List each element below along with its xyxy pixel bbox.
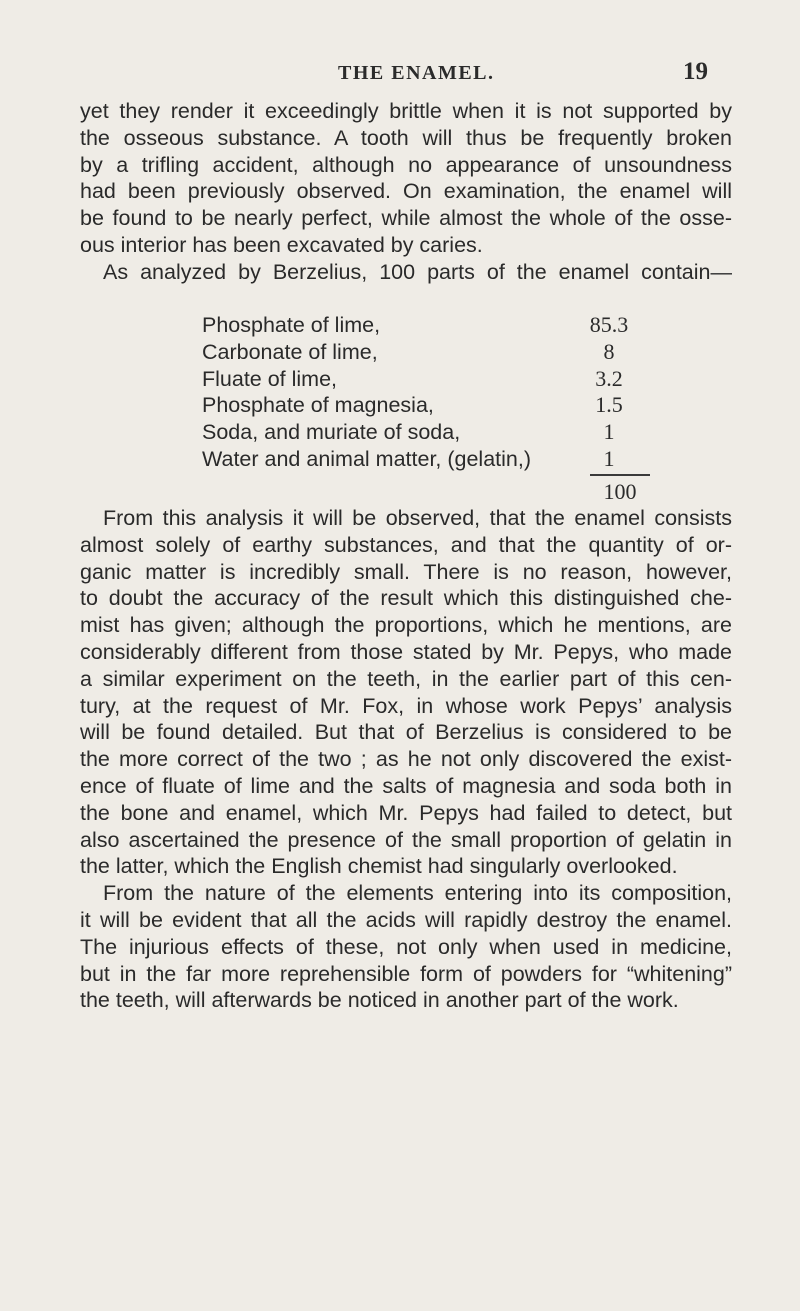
table-row-value: 1 bbox=[603, 419, 615, 445]
analysis-table bbox=[202, 312, 642, 473]
table-row-label: Water and animal matter, (gelatin,) bbox=[202, 446, 532, 471]
table-row-value: 8 bbox=[603, 338, 615, 364]
text-line: As analyzed by Berzelius, 100 parts of the enamel contain— bbox=[103, 259, 732, 284]
table-row-value: 85.3 bbox=[589, 312, 629, 337]
table-total: 100 bbox=[603, 479, 637, 504]
table-row-value: 1.5 bbox=[595, 392, 623, 418]
table-row-label: Soda, and muriate of soda, bbox=[202, 420, 461, 445]
text-line: From the nature of the elements entering into its composition, bbox=[103, 881, 732, 906]
text-line: also ascertained the presence of the small proportion of gelatin in bbox=[80, 827, 732, 852]
text-line: From this analysis it will be observed, that the enamel consists bbox=[103, 506, 732, 530]
text-line: the osseous substance. A tooth will thus be frequently broken bbox=[80, 125, 732, 150]
text-line: ence of fluate of lime and the salts of magnesia and soda both in bbox=[80, 773, 732, 798]
body-text-bottom bbox=[80, 505, 732, 1014]
text-line: ganic matter is incredibly small. There is no reason, however, bbox=[80, 559, 732, 584]
table-row bbox=[202, 366, 642, 393]
page-header bbox=[0, 58, 800, 98]
text-line: to doubt the accuracy of the result which this distinguished che- bbox=[80, 586, 732, 611]
text-line: will be found detailed. But that of Berzelius is considered to be bbox=[80, 720, 732, 745]
text-line: a similar experiment on the teeth, in the earlier part of this cen- bbox=[80, 666, 732, 691]
text-line: considerably different from those stated by Mr. Pepys, who made bbox=[80, 639, 732, 664]
table-row-label: Phosphate of lime, bbox=[202, 313, 381, 337]
text-line: The injurious effects of these, not only when used in medicine, bbox=[80, 934, 732, 959]
sum-rule bbox=[590, 474, 650, 476]
text-line: the teeth, will afterwards be noticed in another part of the work. bbox=[80, 988, 679, 1013]
text-line: but in the far more reprehensible form of powders for “whitening” bbox=[80, 961, 732, 986]
text-line: tury, at the request of Mr. Fox, in whose work Pepys’ analysis bbox=[80, 693, 732, 718]
page-number: 19 bbox=[683, 58, 708, 85]
table-row bbox=[202, 392, 642, 419]
text-line: it will be evident that all the acids will rapidly destroy the enamel. bbox=[80, 907, 732, 932]
table-row-value: 1 bbox=[603, 445, 615, 471]
text-line: the more correct of the two ; as he not only discovered the exist- bbox=[80, 747, 732, 772]
text-line: the latter, which the English chemist had singularly overlooked. bbox=[80, 854, 678, 879]
text-line: almost solely of earthy substances, and that the quantity of or- bbox=[80, 532, 732, 557]
running-title: THE ENAMEL. bbox=[338, 62, 495, 84]
table-row bbox=[202, 339, 642, 366]
text-line: the bone and enamel, which Mr. Pepys had failed to detect, but bbox=[80, 800, 732, 825]
text-line: had been previously observed. On examination, the enamel will bbox=[80, 179, 732, 204]
table-row bbox=[202, 312, 642, 339]
table-row bbox=[202, 419, 642, 446]
text-line: yet they render it exceedingly brittle when it is not supported by bbox=[80, 99, 732, 123]
body-text-top bbox=[80, 98, 732, 286]
table-row-value: 3.2 bbox=[595, 365, 623, 391]
text-line: ous interior has been excavated by caries. bbox=[80, 232, 483, 257]
table-row-label: Fluate of lime, bbox=[202, 366, 338, 391]
table-row-label: Phosphate of magnesia, bbox=[202, 393, 434, 418]
text-line: mist has given; although the proportions, which he mentions, are bbox=[80, 613, 732, 638]
table-row-label: Carbonate of lime, bbox=[202, 339, 378, 364]
text-line: be found to be nearly perfect, while almost the whole of the osse- bbox=[80, 206, 732, 231]
table-row bbox=[202, 446, 642, 473]
text-line: by a trifling accident, although no appearance of unsoundness bbox=[80, 152, 732, 177]
